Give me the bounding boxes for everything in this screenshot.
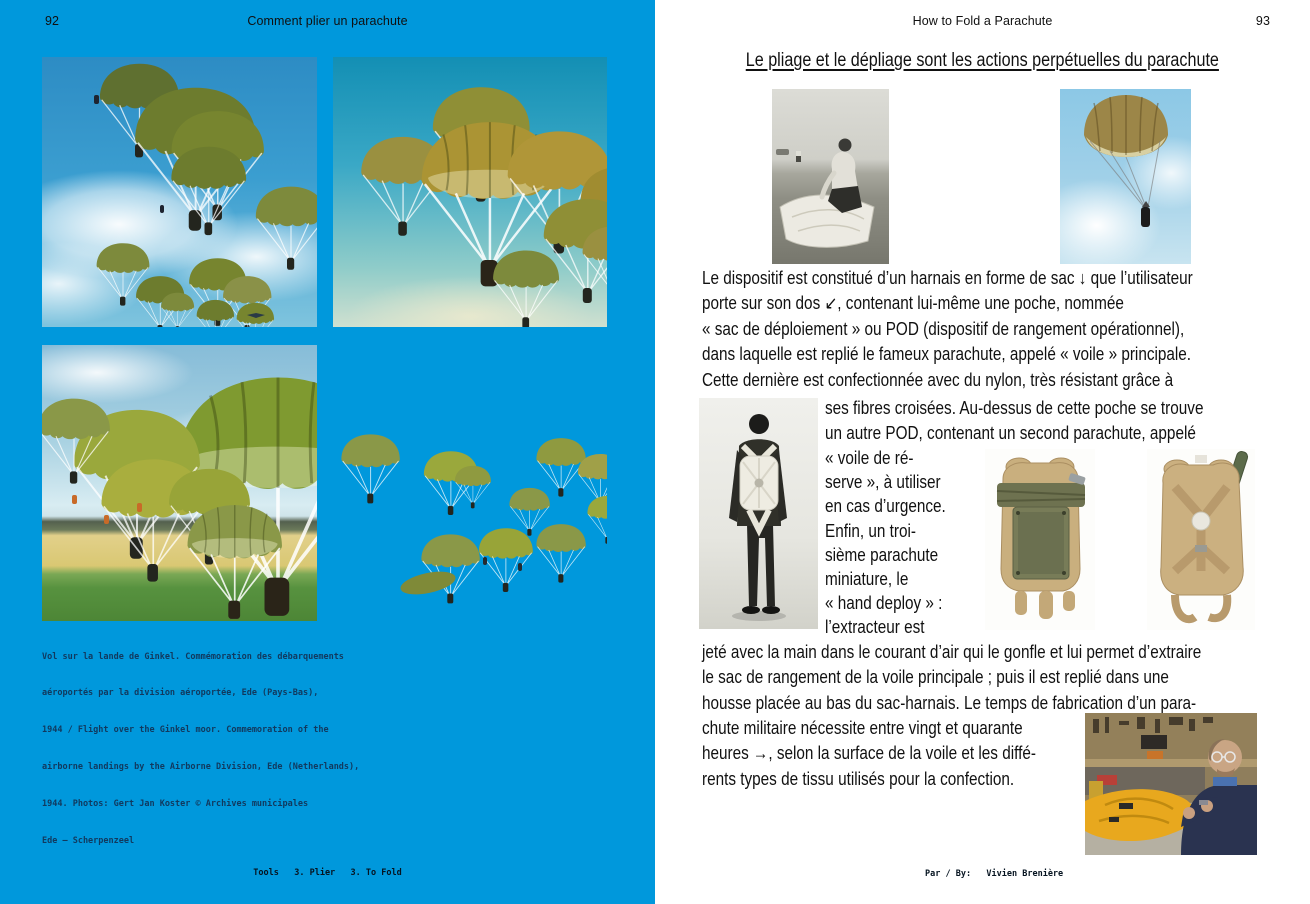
man-legs [747,524,775,606]
jumper-figure [160,205,164,213]
body-line: miniature, le [825,568,909,589]
body-line: l’extracteur est [825,617,925,638]
jumper-figure [483,557,487,565]
tag [1195,455,1207,463]
parachute-icon [421,534,479,603]
photo-caption [42,626,359,872]
body-line: rents types de tissu utilisés pour la confection. [702,768,1015,789]
release-disc [1192,512,1210,530]
photo-pack-harness [1147,449,1255,630]
parachute-icon [341,434,399,503]
pack-strap [1015,591,1027,615]
body-line: porte sur son dos ↙, contenant lui-même une poche, nommée [702,293,1124,314]
body-line: heures →, selon la surface de la voile et les diffé- [702,743,1036,764]
left-page-number: 92 [45,14,60,28]
pack-strap [1039,591,1053,619]
body-line: sième parachute [825,544,939,565]
hand [1183,807,1195,819]
photo-pack-front [985,449,1095,630]
distant-figure [796,151,801,156]
shirt-collar [1213,777,1237,786]
body-paragraph-1 [702,266,1279,393]
jumper-figure [104,515,109,524]
parachute-icon [197,300,234,327]
parachute-icon [256,187,317,270]
body-line: dans laquelle est replié le fameux parachute, appelé « voile » principale. [702,344,1192,365]
car [776,149,789,155]
body-line: jeté avec la main dans le courant d’air qui le gonfle et lui permet d’extraire [702,642,1202,662]
fabric-hardware [1119,803,1133,809]
photo-landing-heath [42,345,317,621]
byline: Par / By: Vivien Brenière [925,869,1064,879]
foot [762,606,780,614]
orange-tool [1147,751,1163,759]
body-line: « voile de ré- [825,448,914,468]
right-page-number: 93 [1255,14,1270,28]
body-line: Le dispositif est constitué d’un harnais en forme de sac ↓ que l’utilisateur [702,268,1193,288]
fabric-hardware [1109,817,1119,822]
caption-line: Vol sur la lande de Ginkel. Commémoration des débarquements [42,651,344,662]
photo-paratroopers-teal-sky [333,57,607,327]
jumper-figure [518,563,522,571]
caption-line: 1944 / Flight over the Ginkel moor. Commemoration of the [42,725,329,736]
chapter-footer: Tools 3. Plier 3. To Fold [253,868,402,878]
body-line: « sac de déploiement » ou POD (dispositif de rangement opérationnel), [702,318,1185,339]
body-paragraph-4 [702,640,1289,716]
distant-figure [796,156,801,162]
parachute-icon [161,293,194,327]
photo-workshop [1085,713,1257,855]
left-running-title: Comment plier un parachute [247,14,408,28]
foot [742,606,760,614]
parachute-icon [536,524,585,582]
leg-straps [1175,595,1227,619]
parachute-icon [1084,95,1168,227]
photo-paratrooper-back [699,398,818,629]
jumper-figure [94,95,99,104]
pack-knob [755,479,764,488]
body-paragraph-5 [702,716,1095,792]
jumper-figure [72,495,77,504]
body-paragraph-2 [825,396,1270,447]
caption-line: aéroportés par la division aéroportée, Ede (Pays-Bas), [42,688,319,699]
body-line: Cette dernière est confectionnée avec du nylon, très résistant grâce à [702,369,1174,390]
parachute-icon [455,466,491,509]
body-line: en cas d’urgence. [825,496,946,517]
right-running-title: How to Fold a Parachute [912,14,1053,28]
parachute-icon [493,251,559,328]
body-line: chute militaire nécessite entre vingt et quarante [702,718,1023,738]
photo-folding-bw [772,89,889,264]
caption-line: 1944. Photos: Gert Jan Koster © Archives municipales [42,799,309,810]
buckle [1195,545,1207,552]
parachute-icon [536,438,585,496]
parachute-icon [587,496,607,544]
caption-line: Ede — Scherpenzeel [42,836,135,847]
body-line: Enfin, un troi- [825,520,917,541]
photo-descending-parachute [1060,89,1191,264]
body-line: housse placée au bas du sac-harnais. Le temps de fabrication d’un para- [702,692,1197,713]
jumper-figure [137,503,142,512]
radio [1141,735,1167,749]
body-line: ses fibres croisées. Au-dessus de cette poche se trouve [825,398,1204,418]
olive-panel-inner [1018,512,1064,574]
pack-strap [1063,591,1075,611]
article-title-text: Le pliage et le dépliage sont les actions perpétuelles du parachute [745,50,1220,71]
man-head [749,414,769,434]
photo-paratroopers-clouds [42,57,317,327]
parachute-icon [509,488,549,536]
body-line: le sac de rangement de la voile principale ; puis il est replié dans une [702,667,1169,688]
caption-line: airborne landings by the Airborne Division, Ede (Netherlands), [42,762,360,773]
body-line: « hand deploy » : [825,593,943,614]
photo-drop-zone-wide [333,345,607,621]
article-title [655,50,1310,72]
wristwatch [1199,800,1208,805]
body-line: un autre POD, contenant un second parachute, appelé [825,423,1196,444]
body-line: serve », à utiliser [825,472,941,493]
body-column [825,446,967,640]
right-page [655,0,1310,904]
man-head [839,139,852,152]
